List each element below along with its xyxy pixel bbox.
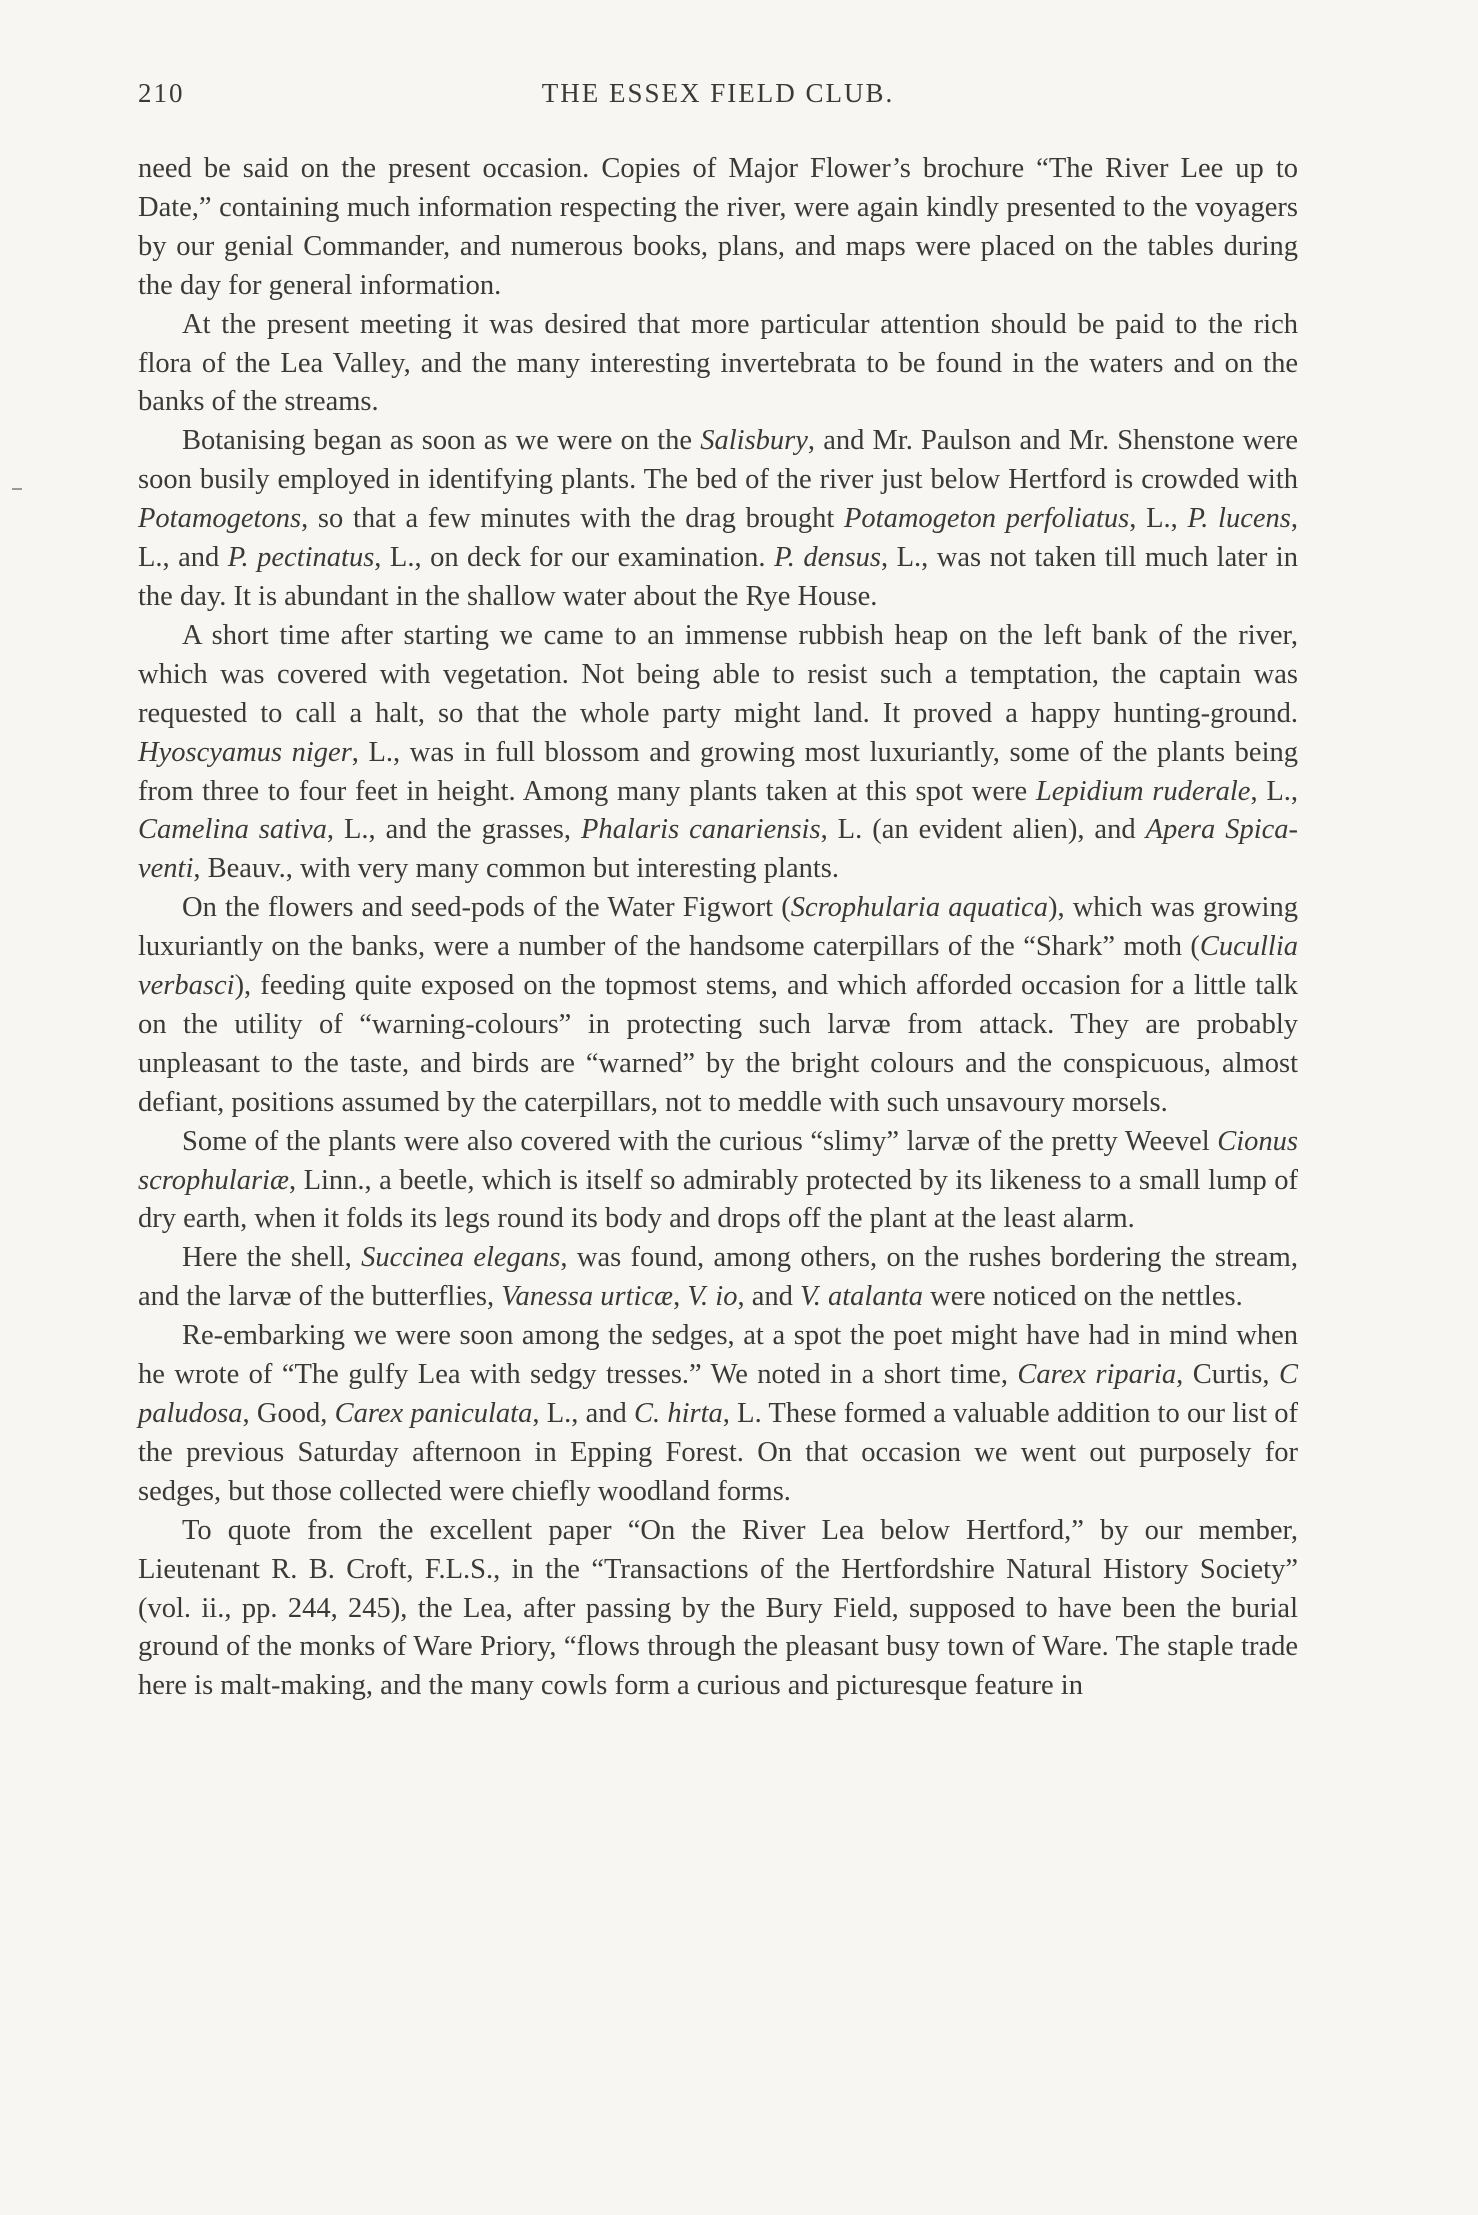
- paragraph-text: need be said on the present occasion. Copies of Major Flower’s brochure “The River Lee up to Date,” containing much information respecting the river, were again kindly presented to the voyagers by our genial Commander, and numerous books, plans, and maps were placed on the tables during the day for general information.: [138, 153, 1298, 301]
- species-name: Cucullia verbasci: [138, 931, 1298, 1002]
- paragraph-text: , L.,: [1129, 503, 1188, 535]
- paragraph-text: ), which was growing luxuriantly on the banks, were a number of the handsome caterpillars of the “Shark” moth (: [138, 892, 1298, 963]
- paragraph-text: , Linn., a beetle, which is itself so admirably protected by its likeness to a small lump of dry earth, when it folds its legs round its body and drops off the plant at the least alarm.: [138, 1164, 1298, 1235]
- paragraph-text: , L., and the grasses,: [326, 814, 581, 846]
- species-name: Carex paniculata: [334, 1398, 533, 1429]
- paragraph: [138, 306, 1298, 423]
- paragraph-text: , and Mr. Paulson and Mr. Shenstone were soon busily employed in identifying plants. The bed of the river just below Hertford is crowded with: [138, 425, 1298, 496]
- species-name: V. atalanta: [800, 1281, 923, 1313]
- species-name: P. lucens: [1187, 503, 1291, 535]
- species-name: Succinea elegans: [361, 1242, 561, 1274]
- paragraph-text: , L., and: [138, 503, 1298, 574]
- running-head: THE ESSEX FIELD CLUB.: [541, 78, 895, 108]
- page-number: 210: [138, 78, 185, 108]
- paragraph-text: , L., was not taken till much later in the day. It is abundant in the shallow water about the Rye House.: [138, 542, 1298, 612]
- species-name: Phalaris canariensis: [581, 814, 821, 846]
- paragraph: [138, 1239, 1298, 1317]
- margin-mark: [12, 488, 22, 490]
- species-name: Salisbury: [700, 425, 808, 457]
- paragraph-text: On the flowers and seed-pods of the Water Figwort (: [182, 892, 791, 924]
- paragraph: [138, 1317, 1298, 1512]
- paragraph: [138, 422, 1298, 617]
- species-name: C paludosa: [138, 1359, 1298, 1429]
- paragraph-text: Some of the plants were also covered with the curious “slimy” larvæ of the pretty Weevel: [182, 1125, 1218, 1157]
- paragraph-text: , L., on deck for our examination.: [374, 542, 775, 574]
- species-name: P. pectinatus: [227, 542, 375, 574]
- page-header: [138, 78, 1298, 118]
- paragraph-text: , Good,: [242, 1398, 335, 1429]
- paragraph: [138, 1512, 1298, 1707]
- paragraph-text: were noticed on the nettles.: [923, 1281, 1243, 1313]
- paragraph-text: ), feeding quite exposed on the topmost stems, and which afforded occasion for a little talk on the utility of “warning-colours” in protecting such larvæ from attack. They are probably unpleasant to the taste, and birds are “warned” by the bright colours and the conspicuous, almost defiant, positions assumed by the caterpillars, not to meddle with such unsavoury morsels.: [138, 970, 1298, 1118]
- species-name: C. hirta: [633, 1398, 723, 1429]
- species-name: Camelina sativa: [138, 814, 327, 846]
- paragraph-text: , L., was in full blossom and growing most luxuriantly, some of the plants being from three to four feet in height. Among many plants taken at this spot were: [138, 736, 1298, 807]
- species-name: Lepidium ruderale: [1035, 775, 1251, 807]
- species-name: Apera Spica-venti: [138, 814, 1299, 885]
- paragraph: [138, 889, 1298, 1122]
- species-name: Carex riparia: [1017, 1359, 1177, 1391]
- paragraph-text: , L., and: [532, 1398, 634, 1429]
- species-name: Vanessa urticæ: [501, 1281, 674, 1313]
- species-name: Scrophularia aquatica: [790, 892, 1048, 924]
- paragraph-text: , Curtis,: [1176, 1359, 1279, 1391]
- paragraph-text: ,: [673, 1281, 688, 1313]
- paragraph: [138, 150, 1298, 306]
- paragraph-text: , L.,: [1250, 775, 1298, 807]
- paragraph-text: , and: [737, 1281, 800, 1313]
- paragraph-text: Botanising began as soon as we were on the: [182, 425, 701, 457]
- paragraph-text: , Beauv., with very many common but interesting plants.: [193, 853, 840, 885]
- species-name: V. io: [687, 1281, 738, 1313]
- species-name: Cionus scrophulariæ: [138, 1125, 1298, 1196]
- paragraph-text: Here the shell,: [182, 1242, 362, 1274]
- paragraph-text: A short time after starting we came to an immense rubbish heap on the left bank of the river, which was covered with vegetation. Not being able to resist such a temptation, the captain was requested to call a halt, so that the whole party might land. It proved a happy hunting-ground.: [138, 619, 1298, 729]
- species-name: Hyoscyamus niger: [138, 736, 352, 768]
- species-name: P. densus: [774, 542, 881, 574]
- body-text: [138, 150, 1298, 1706]
- paragraph-text: To quote from the excellent paper “On the River Lea below Hertford,” by our member, Lieutenant R. B. Croft, F.L.S., in the “Transactions of the Hertfordshire Natural History Society” (vol. ii., pp. 244, 245), the Lea, after passing by the Bury Field, supposed to have been the burial ground of the monks of Ware Priory, “flows through the pleasant busy town of Ware. The staple trade here is malt-making, and the many cowls form a curious and picturesque feature in: [138, 1514, 1298, 1702]
- paragraph-text: At the present meeting it was desired that more particular attention should be paid to the rich flora of the Lea Valley, and the many interesting invertebrata to be found in the waters and on the banks of the streams.: [138, 308, 1298, 418]
- species-name: Potamogeton perfoliatus: [844, 503, 1130, 535]
- species-name: Potamogetons: [138, 503, 302, 535]
- paragraph-text: , so that a few minutes with the drag brought: [301, 503, 844, 535]
- paragraph-text: , L. (an evident alien), and: [820, 814, 1146, 846]
- paragraph-text: , was found, among others, on the rushes bordering the stream, and the larvæ of the butterflies,: [138, 1242, 1298, 1313]
- paragraph: [138, 1123, 1298, 1240]
- paragraph-text: Re-embarking we were soon among the sedges, at a spot the poet might have had in mind when he wrote of “The gulfy Lea with sedgy tresses.” We noted in a short time,: [138, 1320, 1298, 1391]
- paragraph: [138, 617, 1298, 889]
- paragraph-text: , L. These formed a valuable addition to our list of the previous Saturday afternoon in Epping Forest. On that occasion we went out purposely for sedges, but those collected were chiefly woodland forms.: [138, 1398, 1299, 1507]
